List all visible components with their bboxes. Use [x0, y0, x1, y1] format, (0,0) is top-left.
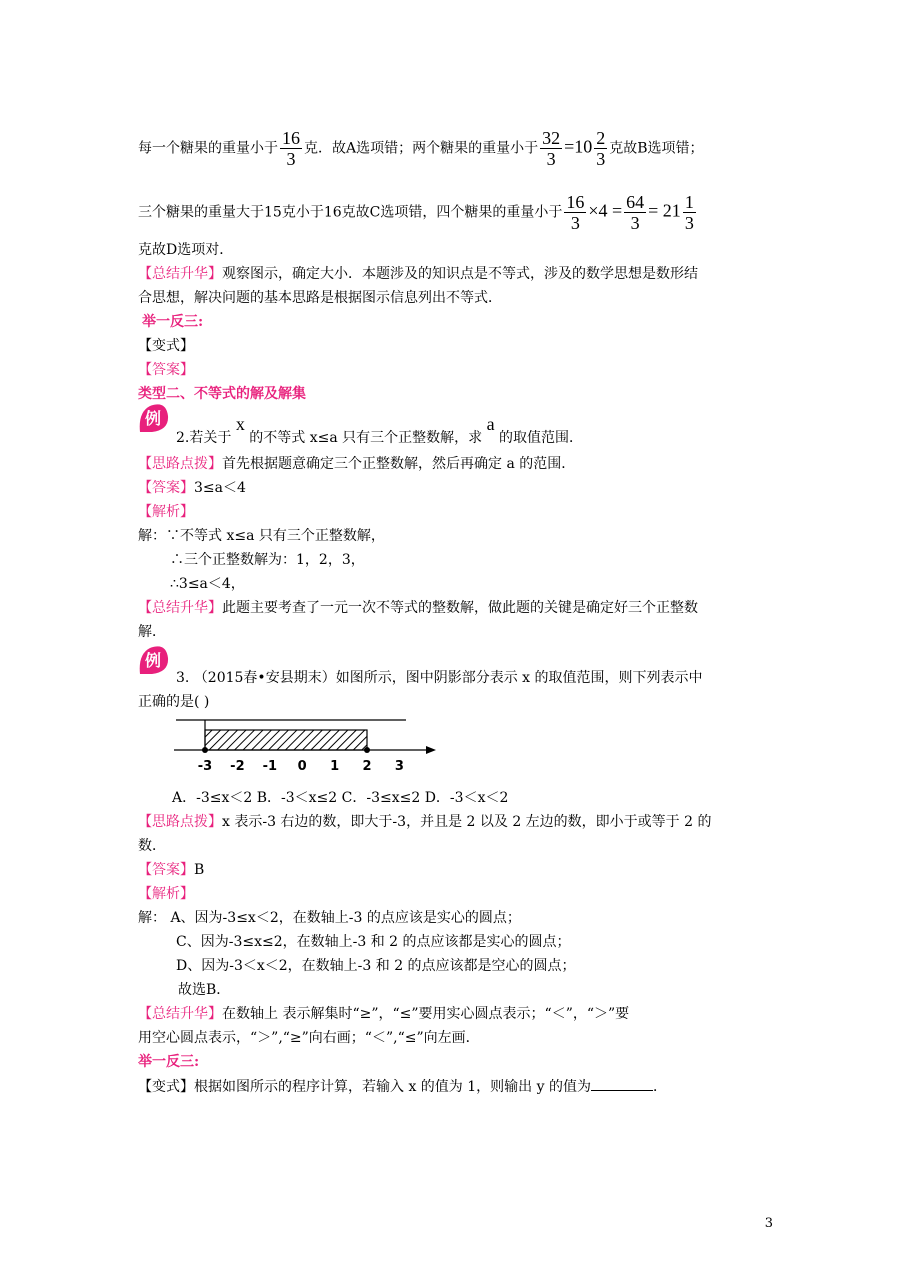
- hint-3: 【思路点拨】x 表示-3 右边的数，即大于-3，并且是 2 以及 2 左边的数，即小于或等于 2 的: [138, 814, 712, 830]
- tick-label: 1: [330, 759, 340, 774]
- point-minus-3: [202, 747, 208, 753]
- summary-3-cont: 用空心圆点表示，“＞”,“≥”向右画；“＜”,“≤”向左画．: [138, 1030, 480, 1046]
- summary-2: 【总结升华】此题主要考查了一元一次不等式的整数解，做此题的关键是确定好三个正整数: [138, 600, 698, 616]
- analysis-label-3: 【解析】: [138, 886, 194, 902]
- summary-2-cont: 解．: [138, 624, 166, 640]
- hint-3-cont: 数．: [138, 838, 166, 854]
- solution-3-line-4: 故选B．: [178, 982, 231, 998]
- hint-2: 【思路点拨】首先根据题意确定三个正整数解，然后再确定 a 的范围．: [138, 456, 576, 472]
- summary-3: 【总结升华】在数轴上 表示解集时“≥”，“≤”要用实心圆点表示；“＜”，“＞”要: [138, 1006, 630, 1022]
- bianshi-2: 【变式】根据如图所示的程序计算，若输入 x 的值为 1，则输出 y 的值为 ．: [138, 1076, 667, 1097]
- point-2: [364, 747, 370, 753]
- solution-3-line-3: D、因为-3＜x＜2，在数轴上-3 和 2 的点应该都是空心的圆点；: [176, 958, 576, 974]
- answer-2: 【答案】3≤a＜4: [138, 480, 246, 496]
- para-candy-3: 克故D选项对．: [138, 242, 234, 258]
- page-number: 3: [764, 1216, 773, 1231]
- fraction-64-3: $\frac{64}{3}$: [626, 192, 645, 233]
- summary-1-cont: 合思想，解决问题的基本思路是根据图示信息列出不等式．: [138, 290, 502, 306]
- fraction-2-3: $\frac{2}{3}$: [596, 128, 606, 169]
- solution-2-line-1: 解：∵不等式 x≤a 只有三个正整数解，: [138, 528, 385, 544]
- example-3-question: 3. （2015春•安县期末）如图所示，图中阴影部分表示 x 的取值范围，则下列表示中: [176, 670, 703, 686]
- fraction-1-3: $\frac{1}{3}$: [684, 192, 694, 233]
- jyfs-heading-2: 举一反三:: [138, 1054, 200, 1070]
- answer-blank[interactable]: [591, 1076, 653, 1091]
- solution-2-line-3: ∴3≤a＜4，: [170, 576, 245, 592]
- badge-text: 例: [144, 409, 162, 428]
- options-3: A．-3≤x＜2 B．-3＜x≤2 C．-3≤x≤2 D．-3＜x＜2: [172, 790, 509, 806]
- tick-label: -1: [262, 759, 278, 774]
- tick-label: 3: [394, 759, 404, 774]
- tick-label: 2: [362, 759, 372, 774]
- summary-1: 【总结升华】观察图示，确定大小．本题涉及的知识点是不等式，涉及的数学思想是数形结: [138, 266, 698, 282]
- fraction-16-3: $\frac{16}{3}$: [282, 128, 300, 169]
- fraction-16-3-b: $\frac{16}{3}$: [566, 192, 585, 233]
- jyfs-heading-1: 举一反三:: [142, 314, 204, 330]
- solution-3-line-2: C、因为-3≤x≤2，在数轴上-3 和 2 的点应该都是实心的圆点；: [176, 934, 571, 950]
- answer-label-1: 【答案】: [138, 362, 194, 378]
- example-2-question: 2.若关于 x 的不等式 x≤a 只有三个正整数解，求 a 的取值范围．: [176, 414, 584, 446]
- para-candy-1: 每一个糖果的重量小于 $\frac{16}{3}$ 克．故A选项错；两个糖果的重量小于 $\frac{32}{3}$ =10 $\frac{2}{3}$ 克故B选项错；: [138, 128, 704, 169]
- analysis-label-2: 【解析】: [138, 504, 194, 520]
- number-line-figure: [170, 712, 450, 780]
- type-2-heading: 类型二、不等式的解及解集: [138, 386, 306, 402]
- tick-label: -3: [197, 759, 213, 774]
- para-candy-2: 三个糖果的重量大于15克小于16克故C选项错，四个糖果的重量小于 $\frac{16}{3}$ ×4 = $\frac{64}{3}$ = 21 $\frac{1}{3}$: [138, 192, 694, 233]
- solution-2-line-2: ∴三个正整数解为：1，2，3，: [170, 552, 365, 568]
- example-badge-icon: [136, 402, 170, 436]
- bianshi-label-1: 【变式】: [138, 338, 194, 354]
- fraction-32-3: $\frac{32}{3}$: [542, 128, 561, 169]
- badge-text-2: 例: [144, 651, 162, 670]
- example-badge-icon-2: [136, 644, 170, 678]
- shaded-region: [205, 730, 367, 750]
- example-3-question-2: 正确的是( ): [138, 694, 210, 710]
- axis-arrow-icon: [426, 746, 436, 754]
- tick-label: 0: [297, 759, 307, 774]
- solution-3-line-1: 解： A、因为-3≤x＜2，在数轴上-3 的点应该是实心的圆点；: [138, 910, 521, 926]
- tick-label: -2: [230, 759, 245, 774]
- answer-3: 【答案】B: [138, 862, 205, 878]
